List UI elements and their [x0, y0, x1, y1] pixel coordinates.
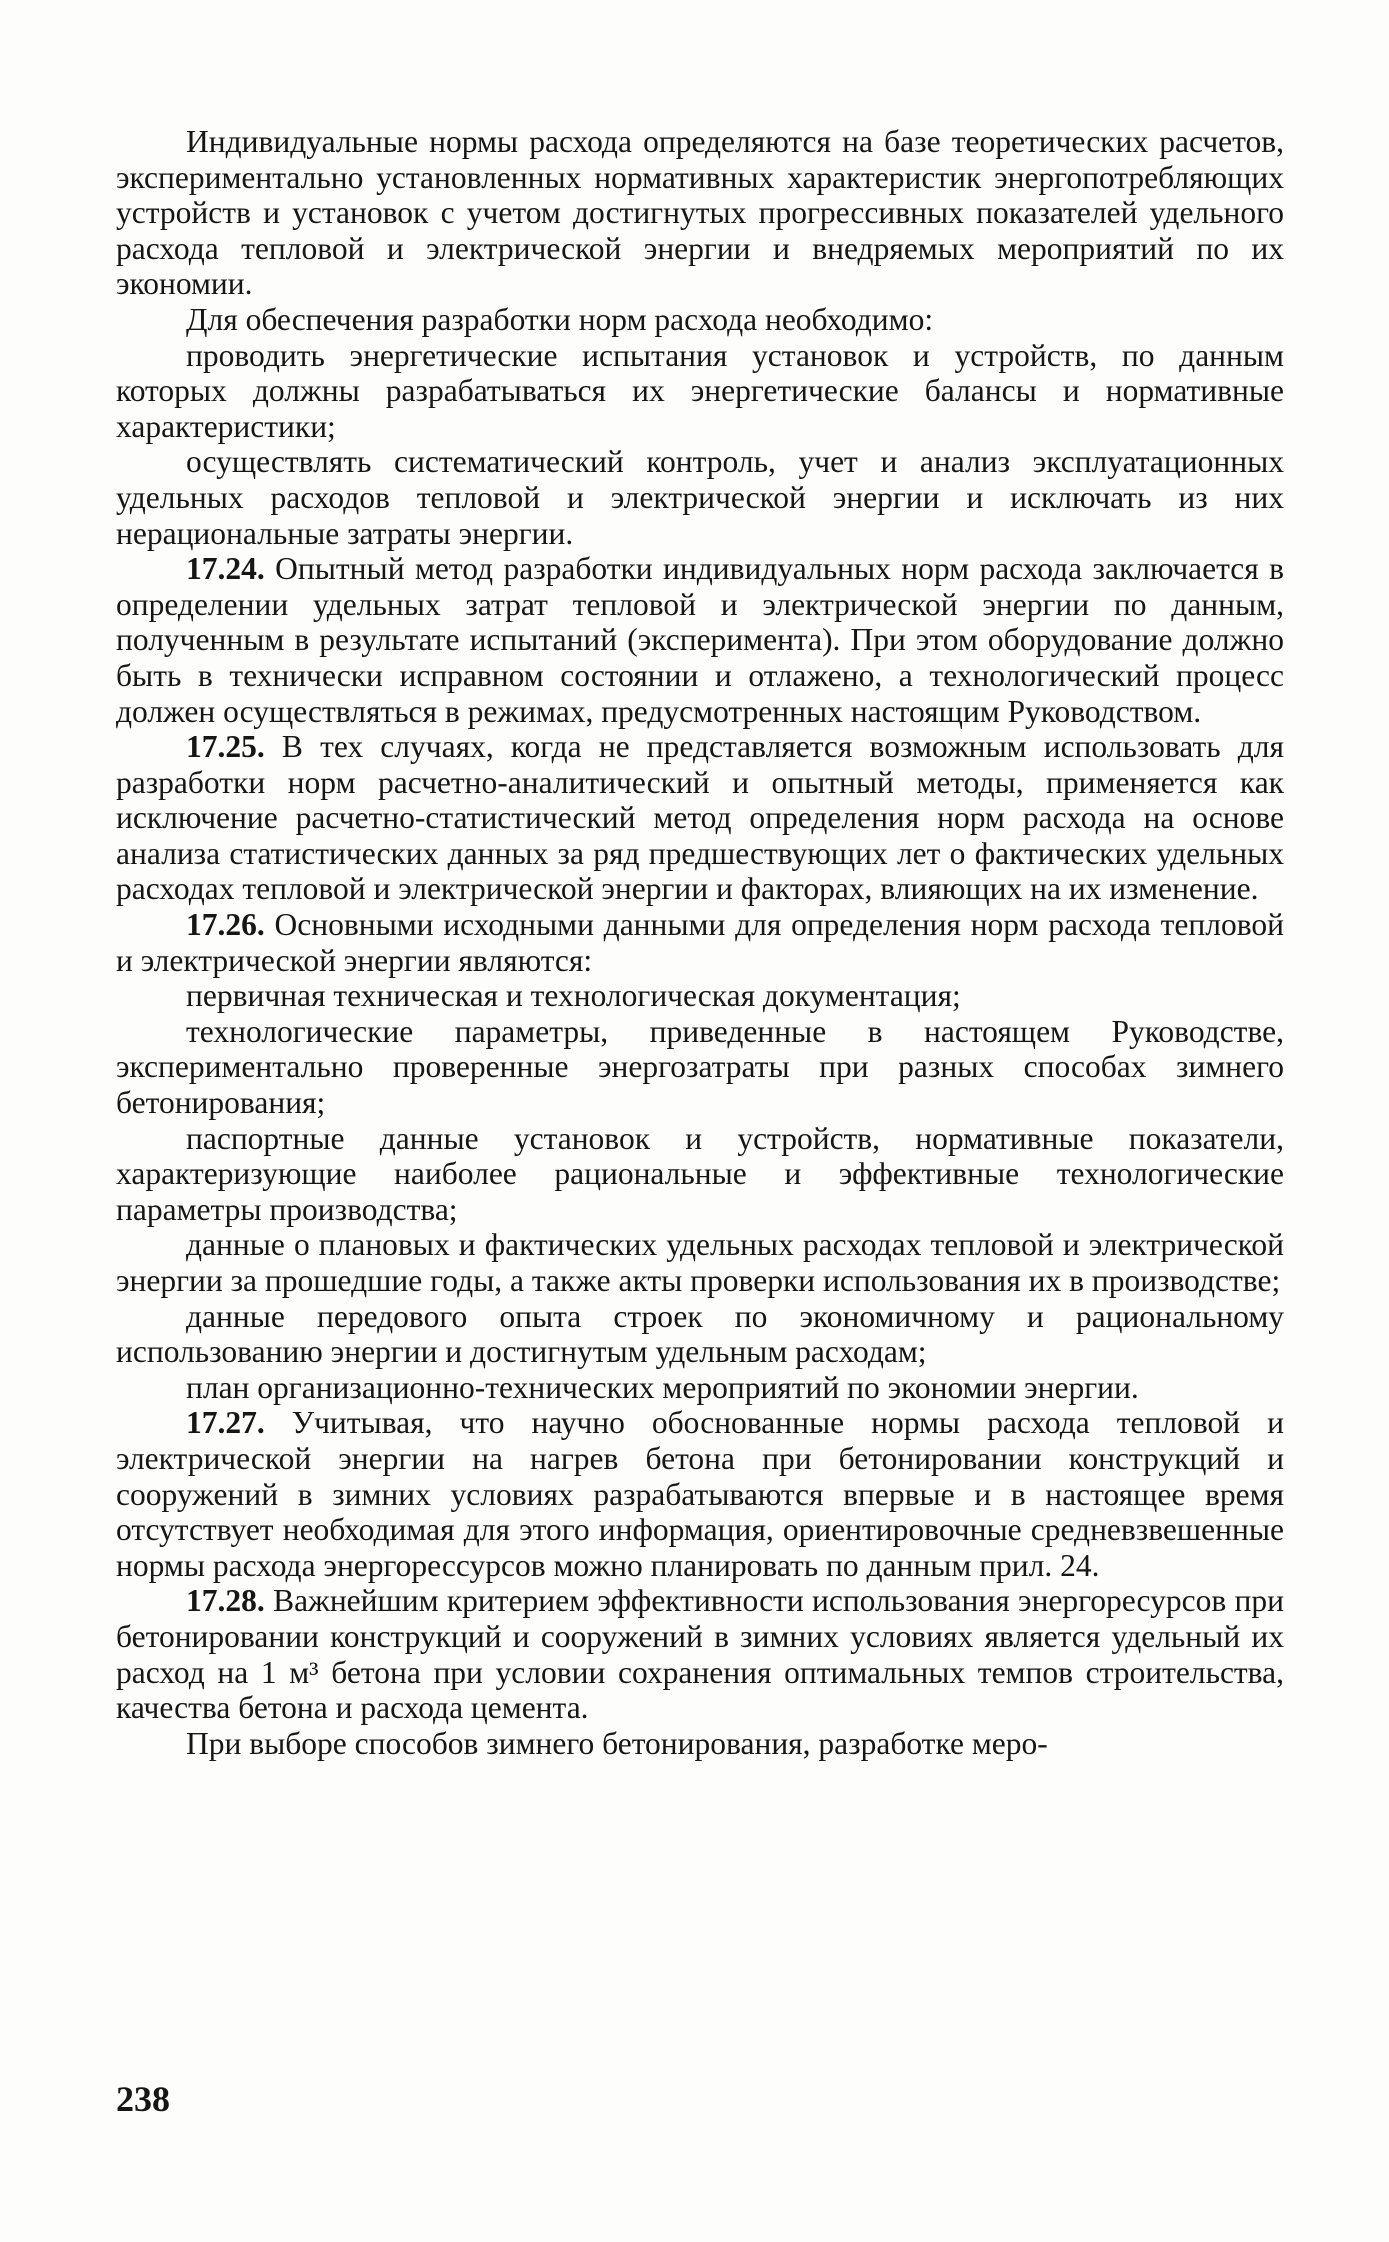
section-number: 17.24.: [186, 551, 265, 587]
paragraph: проводить энергетические испытания установок и устройств, по данным которых должны разрабатываться их энергетические балансы и нормативные характеристики;: [116, 337, 1284, 444]
section-number: 17.25.: [186, 729, 265, 765]
paragraph: Индивидуальные нормы расхода определяются на базе теоретических расчетов, экспериментально установленных нормативных характеристик энергопотребляющих устройств и установок с учетом достигнутых прогрессивных показателей удельного расхода тепловой и электрической энергии и внедряемых мероприятий по их экономии.: [116, 124, 1284, 302]
paragraph-17-24: 17.24. Опытный метод разработки индивидуальных норм расхода заключается в определении удельных затрат тепловой и электрической энергии по данным, полученным в результате испытаний (эксперимента). При этом оборудование должно быть в технически исправном состоянии и отлажено, а технологический процесс должен осуществляться в режимах, предусмотренных настоящим Руководством.: [116, 551, 1285, 729]
paragraph: Для обеспечения разработки норм расхода необходимо:: [186, 301, 934, 337]
paragraph-17-28: 17.28. Важнейшим критерием эффективности использования энергоресурсов при бетонировании конструкций и сооружений в зимних условиях является удельный их расход на 1 м³ бетона при условии сохранения оптимальных темпов строительства, качества бетона и расхода цемента.: [116, 1583, 1284, 1726]
paragraph: осуществлять систематический контроль, учет и анализ эксплуатационных удельных расходов тепловой и электрической энергии и исключать из них нерациональные затраты энергии.: [116, 444, 1284, 551]
section-number: 17.27.: [186, 1405, 265, 1441]
paragraph: паспортные данные установок и устройств, нормативные показатели, характеризующие наиболее рациональные и эффективные технологические параметры производства;: [116, 1120, 1284, 1227]
section-number: 17.26.: [186, 907, 265, 943]
paragraph: план организационно-технических мероприятий по экономии энергии.: [186, 1369, 1139, 1405]
paragraph: данные о плановых и фактических удельных расходах тепловой и электрической энергии за прошедшие годы, а также акты проверки использования их в производстве;: [116, 1227, 1284, 1298]
paragraph: первичная техническая и технологическая документация;: [186, 978, 961, 1014]
paragraph: технологические параметры, приведенные в настоящем Руководстве, экспериментально проверенные энергозатраты при разных способах зимнего бетонирования;: [116, 1013, 1284, 1121]
body-text: [116, 124, 1284, 1761]
paragraph: данные передового опыта строек по экономичному и рациональному использованию энергии и достигнутым удельным расходам;: [116, 1298, 1284, 1370]
paragraph-17-26: 17.26. Основными исходными данными для определения норм расхода тепловой и электрической энергии являются:: [116, 907, 1285, 978]
paragraph-17-25: 17.25. В тех случаях, когда не представляется возможным использовать для разработки норм расчетно-аналитический и опытный методы, применяется как исключение расчетно-статистический метод определения норм расхода на основе анализа статистических данных за ряд предшествующих лет о фактических удельных расходах тепловой и электрической энергии и факторах, влияющих на их изменение.: [116, 729, 1284, 907]
paragraph: При выборе способов зимнего бетонирования, разработке меро-: [186, 1725, 1048, 1761]
section-number: 17.28.: [186, 1583, 265, 1619]
page-number: 238: [116, 2079, 170, 2119]
paragraph-17-27: 17.27. Учитывая, что научно обоснованные нормы расхода тепловой и электрической энергии на нагрев бетона при бетонировании конструкций и сооружений в зимних условиях разрабатываются впервые и в настоящее время отсутствует необходимая для этого информация, ориентировочные средневзвешенные нормы расхода энергорессурсов можно планировать по данным прил. 24.: [116, 1405, 1284, 1583]
